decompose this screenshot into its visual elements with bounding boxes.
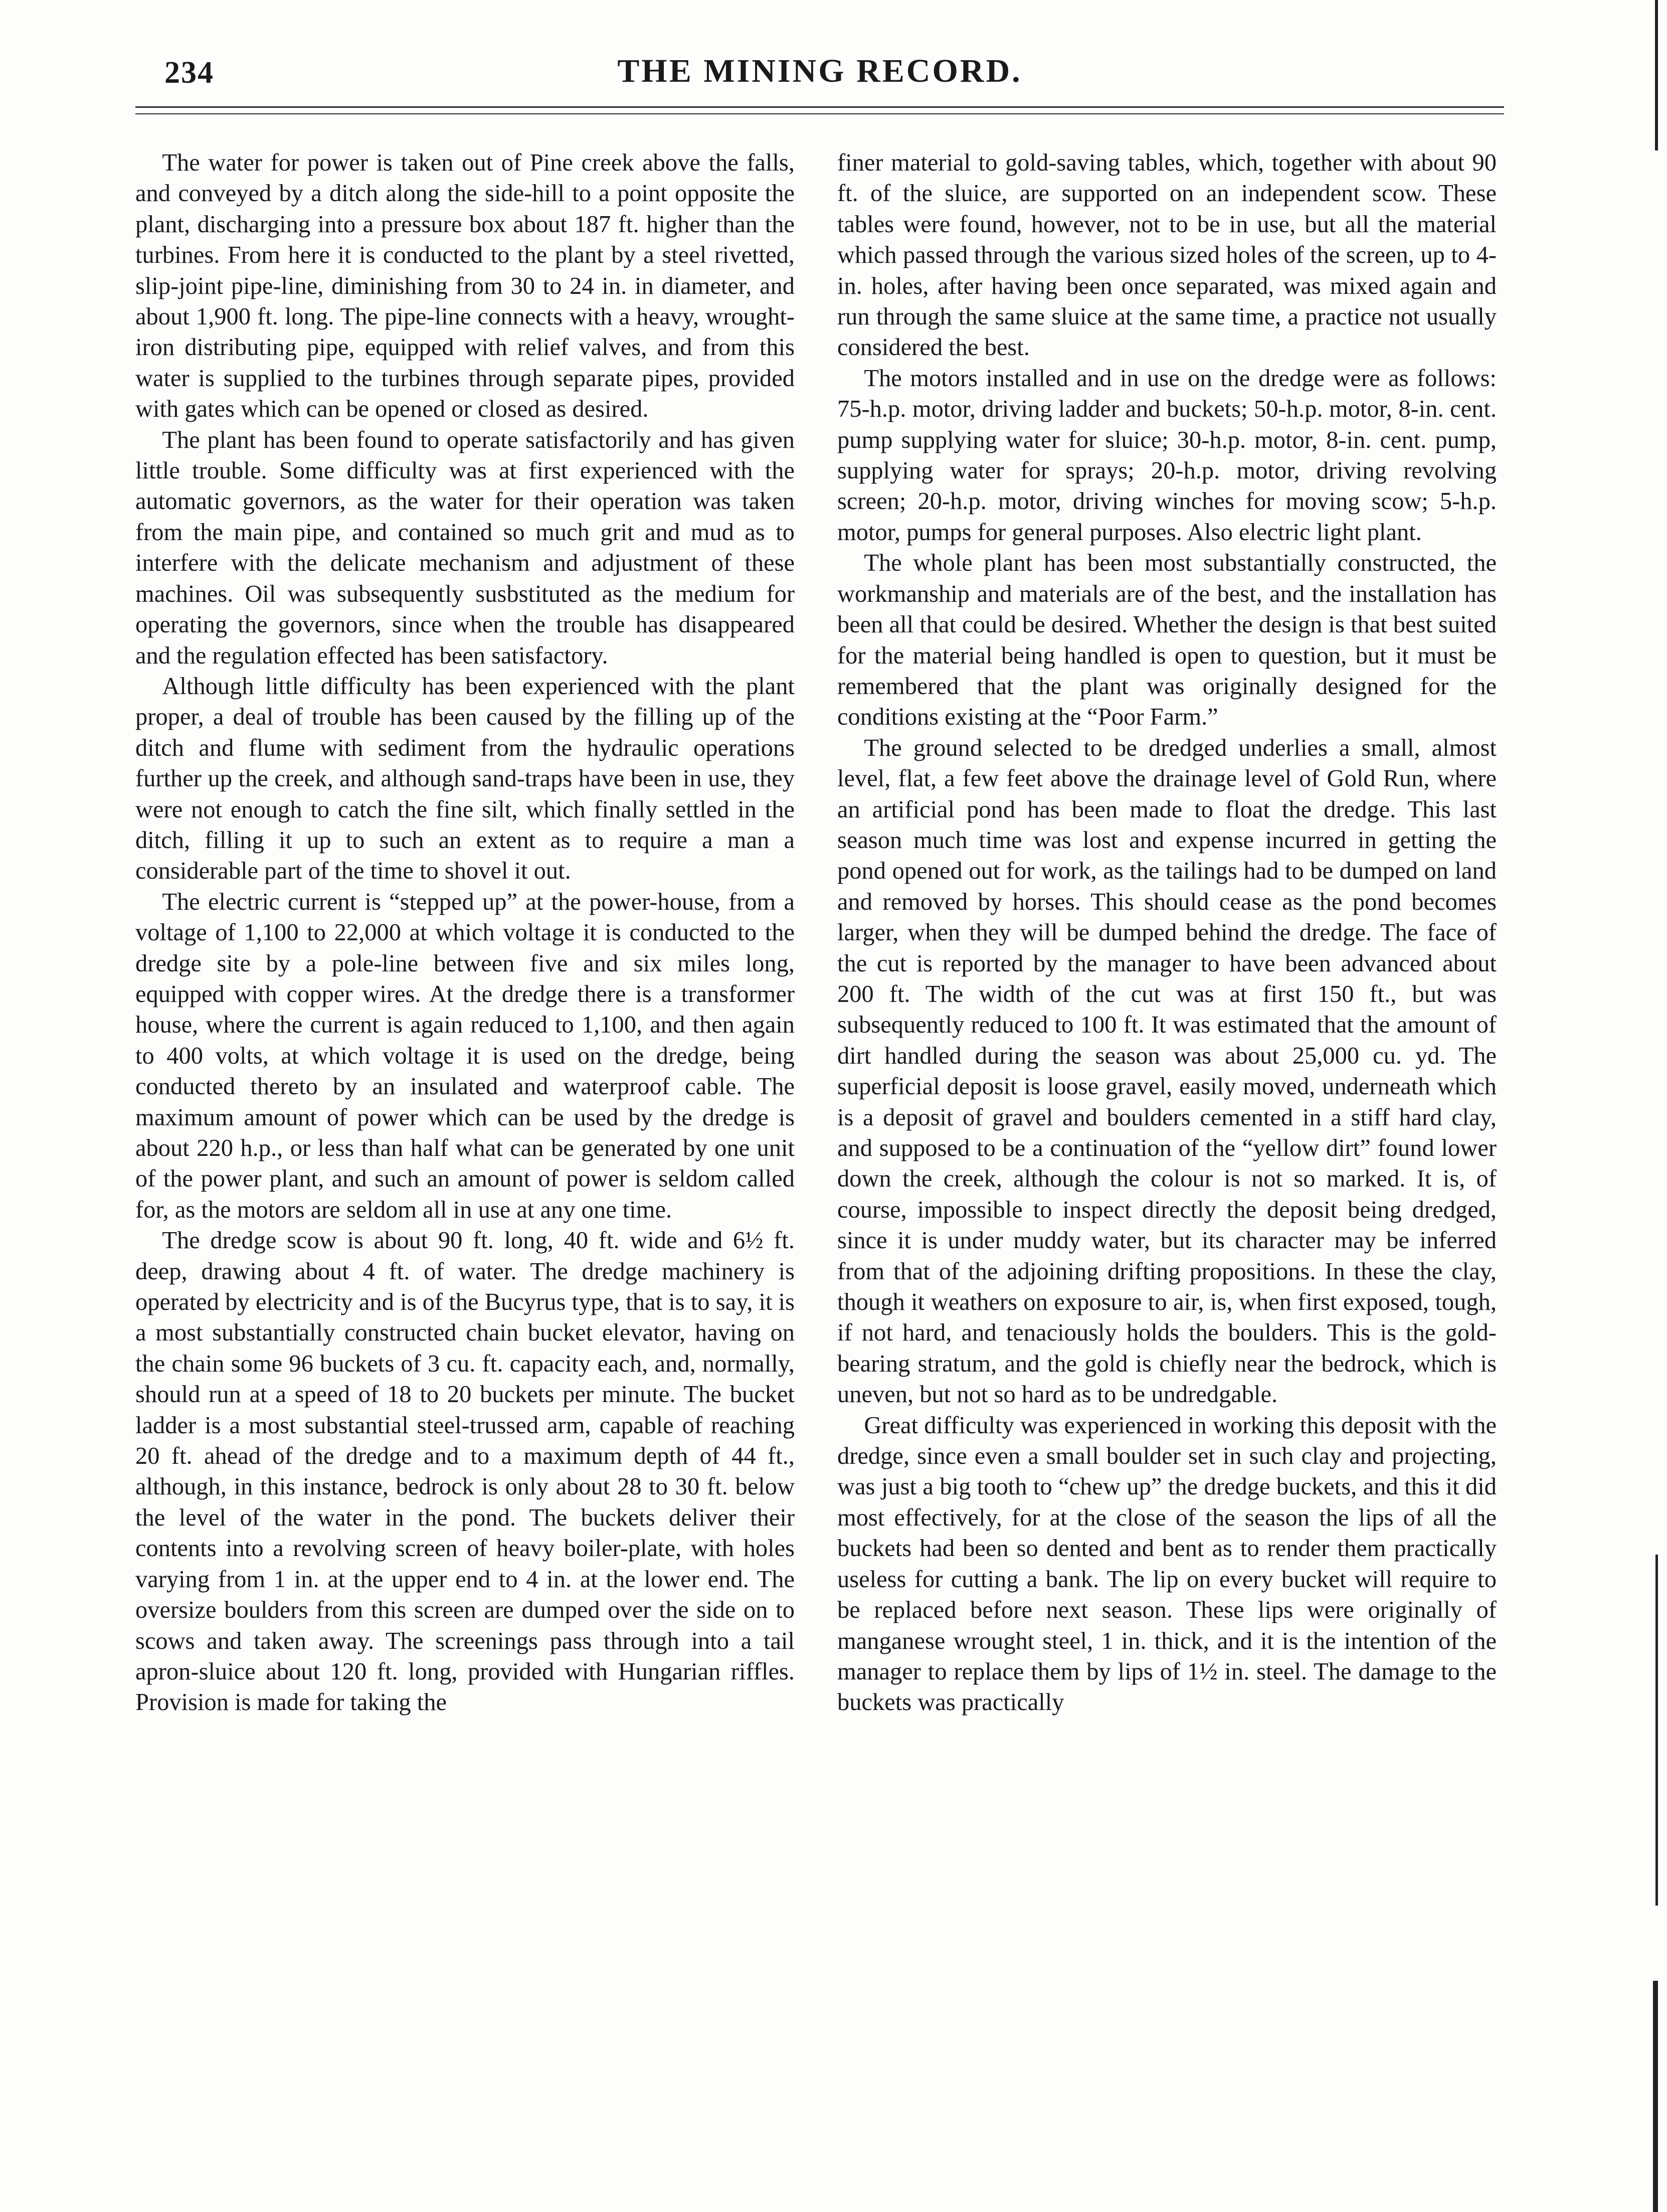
paragraph: The plant has been found to operate satisfactorily and has given little trouble. Some difficulty was at first experienced with the automatic governors, as the water for their operation was taken from the main pipe, and contained so much grit and mud as to interfere with the delicate mechanism and adjustment of these machines. Oil was subsequently susbstituted as the medium for operating the governors, since when the trouble has disappeared and the regulation effected has been satisfactory. bbox=[135, 426, 795, 669]
page-header bbox=[135, 46, 1504, 101]
paragraph: finer material to gold-saving tables, which, together with about 90 ft. of the sluice, are supported on an independent scow. These tables were found, however, not to be in use, but all the material which passed through the various sized holes of the screen, up to 4-in. holes, after having been once separated, was mixed again and run through the same sluice at the same time, a practice not usually considered the best. bbox=[837, 149, 1497, 361]
paragraph: The electric current is “stepped up” at the power-house, from a voltage of 1,100 to 22,000 at which voltage it is conducted to the dredge site by a pole-line between five and six miles long, equipped with copper wires. At the dredge there is a transformer house, where the current is again reduced to 1,100, and then again to 400 volts, at which voltage it is used on the dredge, being conducted thereto by an insulated and waterproof cable. The maximum amount of power which can be used by the dredge is about 220 h.p., or less than half what can be generated by one unit of the power plant, and such an amount of power is seldom called for, as the motors are seldom all in use at any one time. bbox=[135, 888, 795, 1223]
journal-title: THE MINING RECORD. bbox=[617, 53, 1022, 89]
paragraph: The water for power is taken out of Pine creek above the falls, and conveyed by a ditch along the side-hill to a point opposite the plant, discharging into a pressure box about 187 ft. higher than the turbines. From here it is conducted to the plant by a steel rivetted, slip-joint pipe-line, diminishing from 30 to 24 in. in diameter, and about 1,900 ft. long. The pipe-line connects with a heavy, wrought-iron distributing pipe, equipped with relief valves, and from this water is supplied to the turbines through separate pipes, provided with gates which can be opened or closed as desired. bbox=[135, 149, 795, 423]
header-rule-top bbox=[135, 106, 1504, 108]
left-column bbox=[135, 147, 795, 2143]
right-column bbox=[837, 147, 1497, 2143]
page-edge-shadow bbox=[1655, 1555, 1658, 1906]
paragraph: Great difficulty was experienced in working this deposit with the dredge, since even a small boulder set in such clay and projecting, was just a big tooth to “chew up” the dredge buckets, and this it did most effectively, for at the close of the season the lips of all the buckets had been so dented and bent as to render them practically useless for cutting a bank. The lip on every bucket will require to be replaced before next season. These lips were originally of manganese wrought steel, 1 in. thick, and it is the intention of the manager to replace them by lips of 1½ in. steel. The damage to the buckets was practically bbox=[837, 1412, 1497, 1716]
header-rule-bottom bbox=[135, 113, 1504, 114]
paragraph: Although little difficulty has been experienced with the plant proper, a deal of trouble has been caused by the filling up of the ditch and flume with sediment from the hydraulic operations further up the creek, and although sand-traps have been in use, they were not enough to catch the fine silt, which finally settled in the ditch, filling it up to such an extent as to require a man a considerable part of the time to shovel it out. bbox=[135, 672, 795, 885]
paragraph: The ground selected to be dredged underlies a small, almost level, flat, a few feet above the drainage level of Gold Run, where an artificial pond has been made to float the dredge. This last season much time was lost and expense incurred in getting the pond opened out for work, as the tailings had to be dumped on land and removed by horses. This should cease as the pond becomes larger, when they will be dumped behind the dredge. The face of the cut is reported by the manager to have been advanced about 200 ft. The width of the cut was at first 150 ft., but was subsequently reduced to 100 ft. It was estimated that the amount of dirt handled during the season was about 25,000 cu. yd. The superficial deposit is loose gravel, easily moved, underneath which is a deposit of gravel and boulders cemented in a stiff hard clay, and supposed to be a continuation of the “yellow dirt” found lower down the creek, although the colour is not so marked. It is, of course, impossible to inspect directly the deposit being dredged, since it is under muddy water, but its character may be inferred from that of the adjoining drifting propositions. In these the clay, though it weathers on exposure to air, is, when first exposed, tough, if not hard, and tenaciously holds the boulders. This is the gold-bearing stratum, and the gold is chiefly near the bedrock, which is uneven, but not so hard as to be undredgable. bbox=[837, 734, 1497, 1408]
page-edge-shadow bbox=[1655, 0, 1658, 150]
paragraph: The motors installed and in use on the dredge were as follows: 75-h.p. motor, driving ladder and buckets; 50-h.p. motor, 8-in. cent. pump supplying water for sluice; 30-h.p. motor, 8-in. cent. pump, supplying water for sprays; 20-h.p. motor, driving revolving screen; 20-h.p. motor, driving winches for moving scow; 5-h.p. motor, pumps for general purposes. Also electric light plant. bbox=[837, 365, 1497, 546]
paragraph: The dredge scow is about 90 ft. long, 40 ft. wide and 6½ ft. deep, drawing about 4 ft. of water. The dredge machinery is operated by electricity and is of the Bucyrus type, that is to say, it is a most substantially constructed chain bucket elevator, having on the chain some 96 buckets of 3 cu. ft. capacity each, and, normally, should run at a speed of 18 to 20 buckets per minute. The bucket ladder is a most substantial steel-trussed arm, capable of reaching 20 ft. ahead of the dredge and to a maximum depth of 44 ft., although, in this instance, bedrock is only about 28 to 30 ft. below the level of the water in the pond. The buckets deliver their contents into a revolving screen of heavy boiler-plate, with holes varying from 1 in. at the upper end to 4 in. at the lower end. The oversize boulders from this screen are dumped over the side on to scows and taken away. The screenings pass through into a tail apron-sluice about 120 ft. long, provided with Hungarian riffles. Provision is made for taking the bbox=[135, 1227, 795, 1716]
paragraph: The whole plant has been most substantially constructed, the workmanship and materials are of the best, and the installation has been all that could be desired. Whether the design is that best suited for the material being handled is open to question, but it must be remembered that the plant was originally designed for the conditions existing at the “Poor Farm.” bbox=[837, 550, 1497, 731]
page-number: 234 bbox=[164, 56, 214, 90]
page-edge-shadow bbox=[1653, 1981, 1658, 2212]
